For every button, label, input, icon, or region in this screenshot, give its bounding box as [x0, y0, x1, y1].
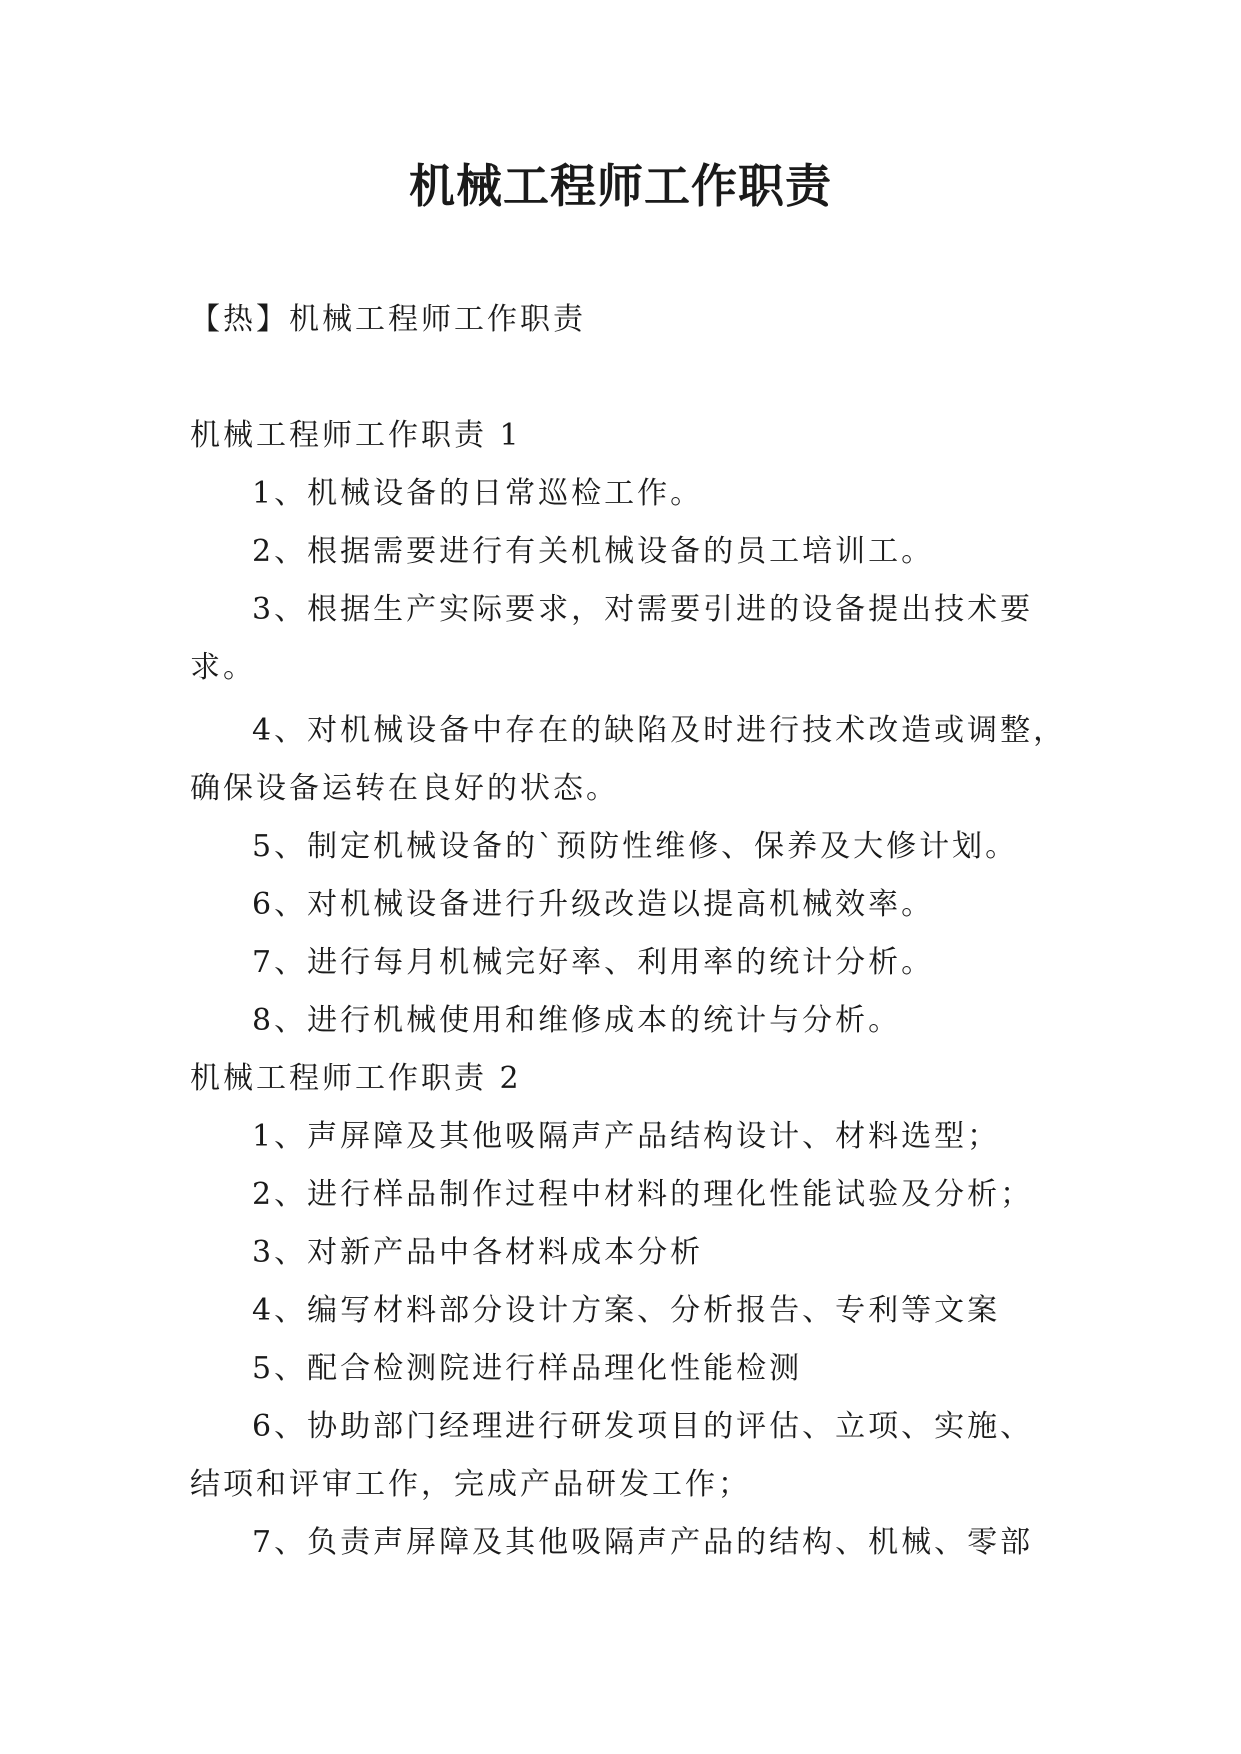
- list-item: 5、制定机械设备的`预防性维修、保养及大修计划。: [252, 829, 1019, 864]
- document-title: 机械工程师工作职责: [409, 159, 832, 213]
- list-item: 4、编写材料部分设计方案、分析报告、专利等文案: [252, 1293, 1001, 1328]
- list-item: 3、根据生产实际要求，对需要引进的设备提出技术要: [252, 592, 1034, 627]
- list-item: 7、负责声屏障及其他吸隔声产品的结构、机械、零部: [252, 1525, 1034, 1560]
- list-item-continuation: 求。: [190, 650, 256, 685]
- list-item: 4、对机械设备中存在的缺陷及时进行技术改造或调整，: [252, 713, 1067, 748]
- list-item: 5、配合检测院进行样品理化性能检测: [252, 1351, 803, 1386]
- list-item: 6、协助部门经理进行研发项目的评估、立项、实施、: [252, 1409, 1034, 1444]
- list-item: 2、根据需要进行有关机械设备的员工培训工。: [252, 534, 935, 569]
- list-item: 1、声屏障及其他吸隔声产品结构设计、材料选型；: [252, 1119, 1001, 1154]
- document-subtitle: 【热】机械工程师工作职责: [190, 302, 586, 337]
- list-item: 7、进行每月机械完好率、利用率的统计分析。: [252, 945, 935, 980]
- list-item: 6、对机械设备进行升级改造以提高机械效率。: [252, 887, 935, 922]
- list-item-continuation: 结项和评审工作，完成产品研发工作；: [190, 1467, 751, 1502]
- list-item: 3、对新产品中各材料成本分析: [252, 1235, 704, 1270]
- list-item: 8、进行机械使用和维修成本的统计与分析。: [252, 1003, 902, 1038]
- section-heading: 机械工程师工作职责 1: [190, 418, 522, 453]
- list-item-continuation: 确保设备运转在良好的状态。: [190, 771, 619, 806]
- section-heading: 机械工程师工作职责 2: [190, 1061, 522, 1096]
- list-item: 2、进行样品制作过程中材料的理化性能试验及分析；: [252, 1177, 1034, 1212]
- list-item: 1、机械设备的日常巡检工作。: [252, 476, 704, 511]
